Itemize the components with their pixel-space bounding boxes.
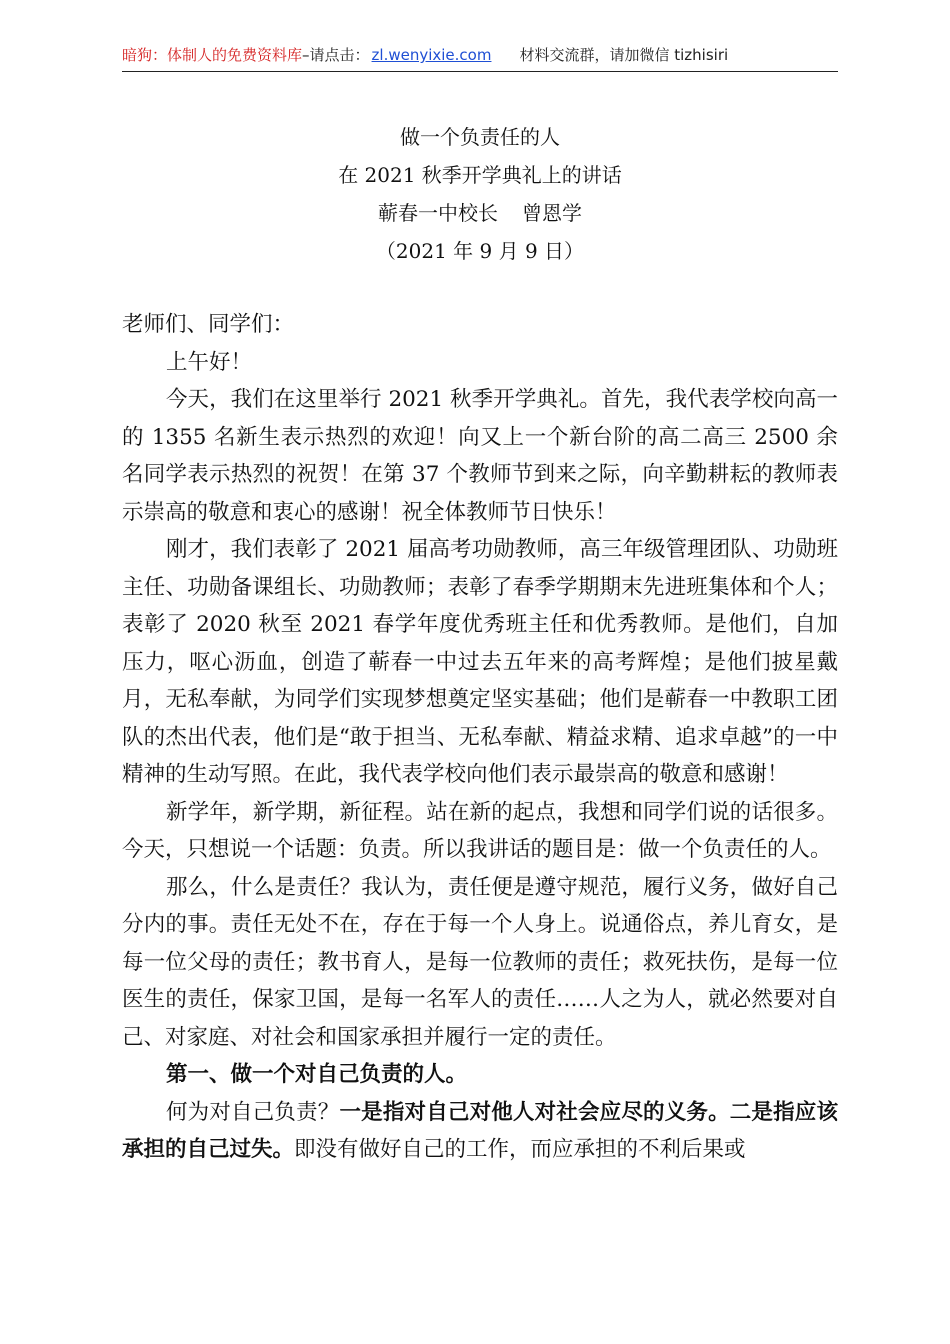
paragraph: 今天，我们在这里举行 2021 秋季开学典礼。首先，我代表学校向高一的 1355 名新生表示热烈的欢迎！向又上一个新台阶的高二高三 2500 余名同学表示热烈的祝贺！在第 37 个教师节到来之际，向辛勤耕耘的教师表示崇高的敬意和衷心的感谢！祝全体教师节日快乐！ [122,387,838,525]
salutation: 老师们、同学们： [122,312,295,337]
paragraph: 刚才，我们表彰了 2021 届高考功勋教师，高三年级管理团队、功勋班主任、功勋备课组长、功勋教师；表彰了春季学期期末先进班集体和个人；表彰了 2020 秋至 2021 春学年度优秀班主任和优秀教师。是他们，自加压力，呕心沥血，创造了蕲春一中过去五年来的高考辉煌；是他们披星戴月，无私奉献，为同学们实现梦想奠定坚实基础；他们是蕲春一中教职工团队的杰出代表，他们是“敢于担当、无私奉献、精益求精、追求卓越”的一中精神的生动写照。在此，我代表学校向他们表示最崇高的敬意和感谢！ [122,537,838,787]
section-heading [122,1056,838,1094]
document-author [122,194,838,232]
document-body [122,306,838,1169]
paragraph: 新学年，新学期，新征程。站在新的起点，我想和同学们说的话很多。今天，只想说一个话题：负责。所以我讲话的题目是：做一个负责任的人。 [122,799,838,862]
author-org: 蕲春一中校长 [378,201,498,225]
greeting: 上午好！ [166,349,253,375]
header-link[interactable]: zl.wenyixie.com [371,46,492,64]
document-date: （2021 年 9 月 9 日） [375,239,585,263]
header-group-info: 材料交流群，请加微信 tizhisiri [519,46,729,64]
paragraph-bold: 一是指对自己对他人对社会应尽的义务。二是指应该承担的自己过失。 [122,1099,838,1162]
paragraph [122,1094,838,1169]
author-name: 曾恩学 [522,201,582,225]
header-separator: –请点击： [302,46,370,64]
header-divider [122,71,838,72]
header-brand: 暗狗：体制人的免费资料库 [122,46,303,64]
page-header [122,40,838,70]
document-subtitle: 在 2021 秋季开学典礼上的讲话 [338,163,622,187]
paragraph: 那么，什么是责任？我认为，责任便是遵守规范，履行义务，做好自己分内的事。责任无处不在，存在于每一个人身上。说通俗点，养儿育女，是每一位父母的责任；教书育人，是每一位教师的责任；救死扶伤，是每一位医生的责任，保家卫国，是每一名军人的责任……人之为人，就必然要对自己、对家庭、对社会和国家承担并履行一定的责任。 [122,874,838,1050]
title-block [122,118,838,270]
document-title: 做一个负责任的人 [400,125,560,149]
section-heading-text: 第一、做一个对自己负责的人。 [166,1062,468,1087]
paragraph-lead: 何为对自己负责？ [166,1099,340,1125]
paragraph-tail: 即没有做好自己的工作，而应承担的不利后果或 [294,1137,746,1162]
